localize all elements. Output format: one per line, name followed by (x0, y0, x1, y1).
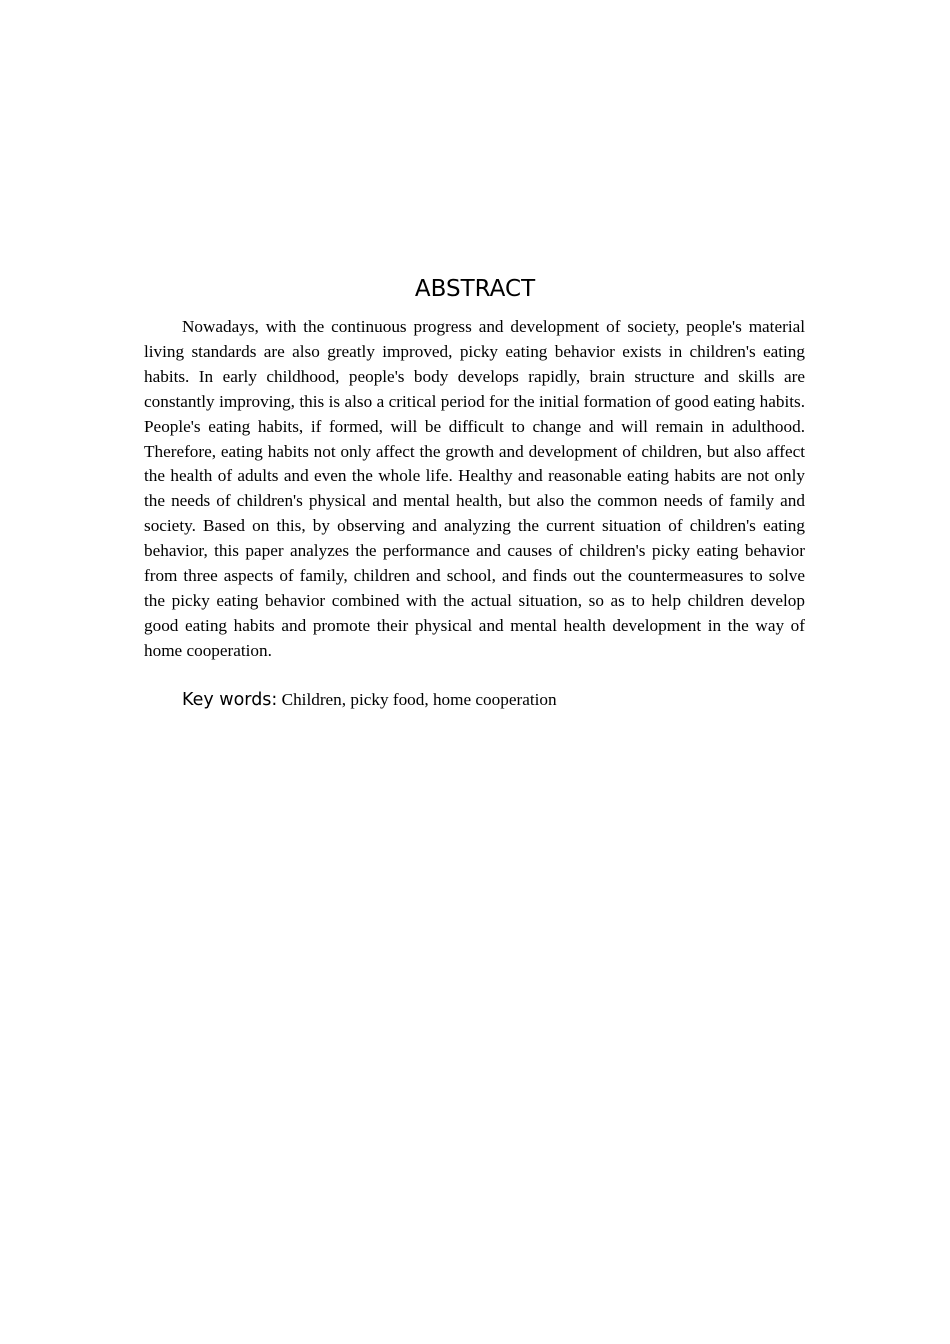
keywords-text: Children, picky food, home cooperation (281, 690, 557, 709)
keywords-label: Key words: (182, 690, 278, 710)
keywords-line (182, 688, 805, 713)
abstract-body: Nowadays, with the continuous progress and development of society, people's material living standards are also greatly improved, picky eating behavior exists in children's eating habits. In early childhood, people's body develops rapidly, brain structure and skills are constantly improving, this is also a critical period for the initial formation of good eating habits. People's eating habits, if formed, will be difficult to change and will remain in adulthood. Therefore, eating habits not only affect the growth and development of children, but also affect the health of adults and even the whole life. Healthy and reasonable eating habits are not only the needs of children's physical and mental health, but also the common needs of family and society. Based on this, by observing and analyzing the current situation of children's eating behavior, this paper analyzes the performance and causes of children's picky eating behavior from three aspects of family, children and school, and finds out the countermeasures to solve the picky eating behavior combined with the actual situation, so as to help children develop good eating habits and promote their physical and mental health development in the way of home cooperation. (144, 317, 805, 660)
abstract-title: ABSTRACT (414, 276, 536, 302)
